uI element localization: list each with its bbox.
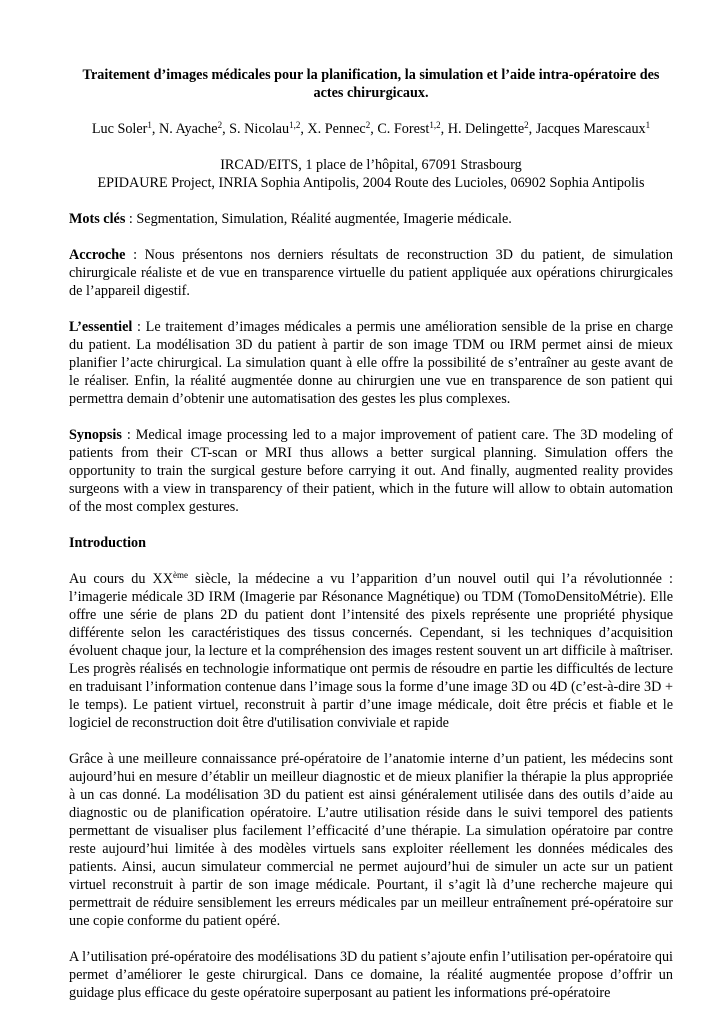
paragraph-start: Au cours du XX (69, 571, 174, 587)
paper-title: Traitement d’images médicales pour la planification, la simulation et l’aide intra-opératoire des actes chirurgicaux. (82, 67, 660, 101)
author-name: H. Delingette (447, 121, 525, 137)
document-page (69, 66, 673, 1020)
affiliation-line: IRCAD/EITS, 1 place de l’hôpital, 67091 Strasbourg (220, 157, 522, 173)
synopsis-label: Synopsis (69, 427, 122, 443)
body-paragraph (69, 570, 673, 732)
author-name: X. Pennec (307, 121, 366, 137)
author-name: N. Ayache (159, 121, 218, 137)
body-paragraph: A l’utilisation pré-opératoire des modélisations 3D du patient s’ajoute enfin l’utilisation per-opératoire qui permet d’améliorer le geste chirurgical. Dans ce domaine, la réalité augmentée propose d’offrir un guidage plus efficace du geste opératoire superposant au patient les informations pré-opératoire (69, 949, 673, 1001)
author-name: C. Forest (377, 121, 430, 137)
author-affiliation-mark: 1,2 (429, 120, 441, 130)
section-heading-introduction: Introduction (69, 535, 146, 551)
accroche-label: Accroche (69, 247, 126, 263)
affiliation-line: EPIDAURE Project, INRIA Sophia Antipolis, 2004 Route des Lucioles, 06902 Sophia Antipolis (97, 175, 645, 191)
keywords-text: : Segmentation, Simulation, Réalité augmentée, Imagerie médicale. (125, 211, 512, 227)
author-list: Luc Soler$^1$, N. Ayache$^2$, S. Nicolau$^{1,2}$, X. Pennec$^2$, C. Forest$^{1,2}$, H. Delingette$^2$, Jacques Marescaux$^1$ (91, 120, 651, 137)
essentiel-label: L’essentiel (69, 319, 133, 335)
essentiel-paragraph (69, 318, 673, 408)
author-affiliation-mark: 1 (645, 120, 651, 130)
author-affiliation-mark: 2 (524, 120, 529, 130)
accroche-text: : Nous présentons nos derniers résultats de reconstruction 3D du patient, de simulation chirurgicale réaliste et de vue en transparence virtuelle du patient appliquée aux opérations chirurgicales de l’appareil digestif. (69, 247, 673, 299)
author-affiliation-mark: 1,2 (289, 120, 301, 130)
accroche-paragraph (69, 246, 673, 300)
paragraph-rest: siècle, la médecine a vu l’apparition d’un nouvel outil qui l’a révolutionnée : l’imagerie médicale 3D IRM (Imagerie par Résonance Magnétique) ou TDM (TomoDensitoMétrie). Elle offre une série de plans 2D du patient dont l’intensité des pixels représente une propriété physique différente selon les caractéristiques des tissus concernés. Cependant, si les techniques d’acquisition évoluent chaque jour, la lecture et la compréhension des images restent souvent un art difficile à maîtriser. Les progrès réalisés en technologie informatique ont permis de résoudre en partie les difficultés de lecture en traduisant l’information contenue dans l’image sous la forme d’une image 3D ou 4D (c’est-à-dire 3D + le temps). Le patient virtuel, reconstruit à partir d’une image médicale, doit être précis et fiable et le logiciel de reconstruction doit être d'utilisation conviviale et rapide (69, 571, 673, 731)
author-affiliation-mark: 1 (147, 120, 152, 130)
author-name: S. Nicolau (229, 121, 290, 137)
essentiel-text: : Le traitement d’images médicales a permis une amélioration sensible de la prise en charge du patient. La modélisation 3D du patient à partir de son image TDM ou IRM permet ainsi de mieux planifier l’acte chirurgical. La simulation quant à elle offre la possibilité de s’entraîner au geste avant de le réaliser. Enfin, la réalité augmentée donne au chirurgien une vue en transparence de son patient qui permettra demain d’obtenir une automatisation des gestes les plus complexes. (69, 319, 673, 407)
synopsis-paragraph (69, 426, 673, 516)
keywords-paragraph (69, 210, 673, 228)
affiliations (69, 156, 673, 192)
body-paragraph: Grâce à une meilleure connaissance pré-opératoire de l’anatomie interne d’un patient, les médecins sont aujourd’hui en mesure d’établir un meilleur diagnostic et de mieux planifier la thérapie la plus appropriée à un cas donné. La modélisation 3D du patient est ainsi généralement utilisée dans des outils d’aide au diagnostic ou de planification opératoire. L’autre utilisation réside dans le suivi temporel des patients permettant de visualiser plus facilement l’efficacité d’une thérapie. La simulation opératoire par contre reste aujourd’hui limitée à des modèles virtuels sans exploiter réellement les données médicales des patients. Ainsi, aucun simulateur commercial ne permet aujourd’hui de simuler un acte sur un patient virtuel reconstruit à partir de son image médicale. Pourtant, il s’agit là d’une recherche majeure qui permettrait de réduire sensiblement les erreurs médicales par un meilleur entraînement pré-opératoire sur une copie conforme du patient opéré. (69, 751, 673, 929)
author-affiliation-mark: 2 (365, 120, 371, 130)
keywords-label: Mots clés (69, 211, 126, 227)
author-name: Jacques Marescaux (535, 121, 646, 137)
synopsis-text: : Medical image processing led to a major improvement of patient care. The 3D modeling of patients from their CT-scan or MRI thus allows a better surgical planning. Simulation offers the opportunity to train the surgical gesture before carrying it out. And finally, augmented reality provides surgeons with a view in transparency of their patient, which in the future will allow to obtain automation of the most complex gestures. (69, 427, 673, 515)
author-affiliation-mark: 2 (217, 120, 223, 130)
superscript-ordinal: ème (173, 570, 189, 580)
author-name: Luc Soler (91, 121, 148, 137)
